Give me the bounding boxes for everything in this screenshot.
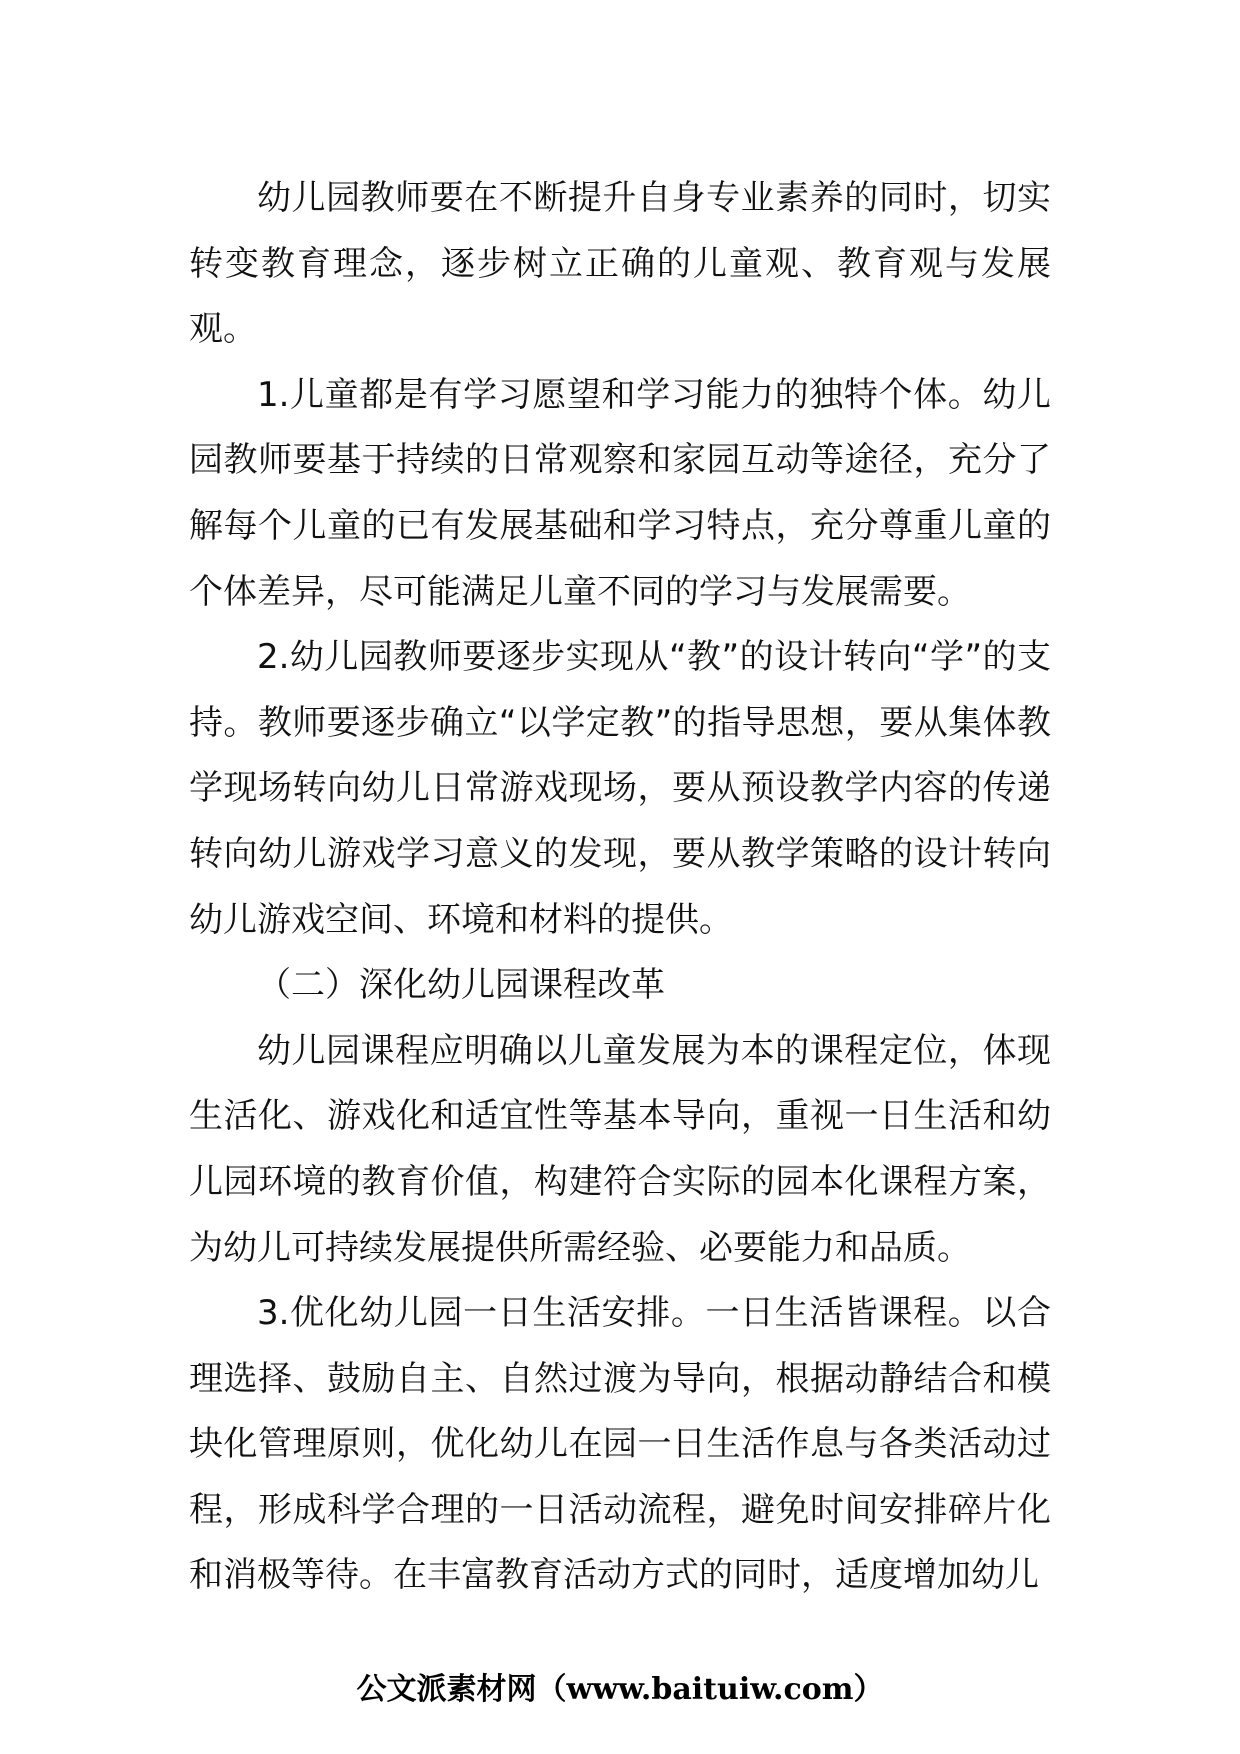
document-body — [189, 166, 1051, 1609]
paragraph: 幼儿园教师要在不断提升自身专业素养的同时，切实转变教育理念，逐步树立正确的儿童观、教育观与发展观。 — [189, 178, 1051, 350]
paragraph: 2.幼儿园教师要逐步实现从“教”的设计转向“学”的支持。教师要逐步确立“以学定教”的指导思想，要从集体教学现场转向幼儿日常游戏现场，要从预设教学内容的传递转向幼儿游戏学习意义的发现，要从教学策略的设计转向幼儿游戏空间、环境和材料的提供。 — [189, 637, 1051, 940]
paragraph: 3.优化幼儿园一日生活安排。一日生活皆课程。以合理选择、鼓励自主、自然过渡为导向，根据动静结合和模块化管理原则，优化幼儿在园一日生活作息与各类活动过程，形成科学合理的一日活动流程，避免时间安排碎片化和消极等待。在丰富教育活动方式的同时，适度增加幼儿 — [189, 1293, 1051, 1596]
section-heading: （二）深化幼儿园课程改革 — [257, 965, 665, 1006]
paragraph: 1.儿童都是有学习愿望和学习能力的独特个体。幼儿园教师要基于持续的日常观察和家园互动等途径，充分了解每个儿童的已有发展基础和学习特点，充分尊重儿童的个体差异，尽可能满足儿童不同的学习与发展需要。 — [189, 374, 1051, 612]
paragraph: 幼儿园课程应明确以儿童发展为本的课程定位，体现生活化、游戏化和适宜性等基本导向，重视一日生活和幼儿园环境的教育价值，构建符合实际的园本化课程方案，为幼儿可持续发展提供所需经验、必要能力和品质。 — [189, 1030, 1051, 1268]
page-footer: 公文派素材网（www.baituiw.com） — [356, 1672, 884, 1707]
